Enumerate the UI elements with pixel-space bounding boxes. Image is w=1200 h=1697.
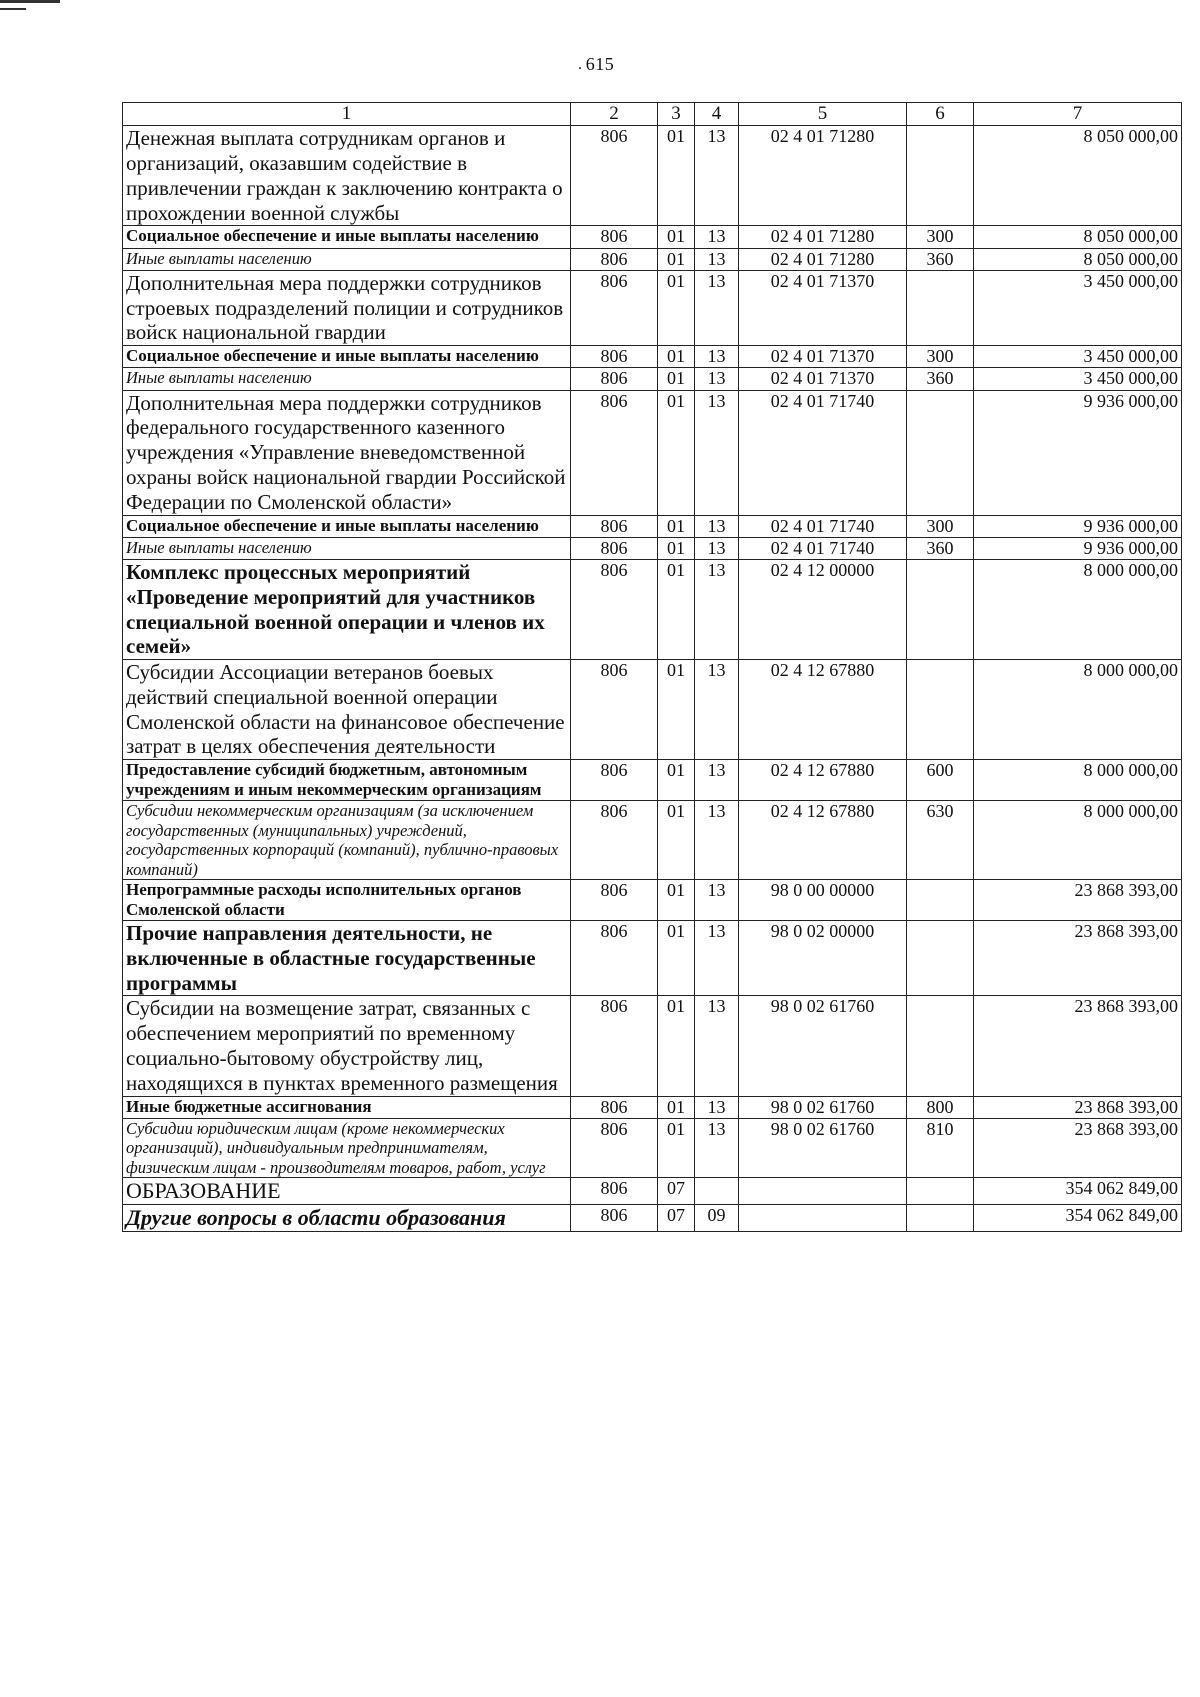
amount-value: 9 936 000,00 xyxy=(974,537,1182,559)
section-code: 01 xyxy=(658,126,695,226)
table-row xyxy=(123,560,1182,660)
target-article-code: 98 0 02 61760 xyxy=(739,996,907,1096)
expense-type-code xyxy=(907,660,974,760)
subsection-code: 13 xyxy=(695,880,739,921)
amount-value: 354 062 849,00 xyxy=(974,1205,1182,1232)
column-header: 1 xyxy=(123,103,571,126)
row-name: Субсидии некоммерческим организациям (за исключением государственных (муниципальных) учреждений, государственных корпораций (компаний), публично-правовых компаний) xyxy=(123,801,571,880)
expense-type-code xyxy=(907,560,974,660)
expense-type-code: 800 xyxy=(907,1096,974,1118)
expense-type-code: 630 xyxy=(907,801,974,880)
section-code: 01 xyxy=(658,390,695,515)
target-article-code: 02 4 01 71740 xyxy=(739,390,907,515)
ministry-code: 806 xyxy=(571,346,658,368)
subsection-code: 13 xyxy=(695,390,739,515)
table-row xyxy=(123,921,1182,996)
expense-type-code xyxy=(907,996,974,1096)
table-row xyxy=(123,1205,1182,1232)
table-row xyxy=(123,801,1182,880)
section-code: 01 xyxy=(658,921,695,996)
subsection-code: 13 xyxy=(695,1096,739,1118)
subsection-code: 13 xyxy=(695,1118,739,1177)
section-code: 01 xyxy=(658,1118,695,1177)
ministry-code: 806 xyxy=(571,226,658,248)
ministry-code: 806 xyxy=(571,880,658,921)
ministry-code: 806 xyxy=(571,537,658,559)
column-header: 5 xyxy=(739,103,907,126)
target-article-code: 02 4 01 71280 xyxy=(739,248,907,270)
section-code: 01 xyxy=(658,996,695,1096)
table-row xyxy=(123,880,1182,921)
table-body xyxy=(123,126,1182,1232)
column-header: 2 xyxy=(571,103,658,126)
row-name: Субсидии Ассоциации ветеранов боевых действий специальной военной операции Смоленской области на финансовое обеспечение затрат в целях обеспечения деятельности xyxy=(123,660,571,760)
row-name: Социальное обеспечение и иные выплаты населению xyxy=(123,226,571,248)
row-name: Социальное обеспечение и иные выплаты населению xyxy=(123,346,571,368)
row-name: Дополнительная мера поддержки сотрудников строевых подразделений полиции и сотрудников войск национальной гвардии xyxy=(123,270,571,345)
subsection-code: 13 xyxy=(695,996,739,1096)
target-article-code: 02 4 01 71370 xyxy=(739,270,907,345)
table-row xyxy=(123,226,1182,248)
section-code: 01 xyxy=(658,368,695,390)
section-code: 01 xyxy=(658,226,695,248)
ministry-code: 806 xyxy=(571,996,658,1096)
target-article-code: 98 0 02 61760 xyxy=(739,1118,907,1177)
target-article-code: 02 4 12 67880 xyxy=(739,801,907,880)
subsection-code: 13 xyxy=(695,560,739,660)
column-header: 6 xyxy=(907,103,974,126)
subsection-code: 13 xyxy=(695,801,739,880)
page-number-text: 615 xyxy=(585,54,615,74)
subsection-code: 13 xyxy=(695,270,739,345)
expense-type-code xyxy=(907,880,974,921)
expense-type-code: 810 xyxy=(907,1118,974,1177)
subsection-code: 13 xyxy=(695,368,739,390)
ministry-code: 806 xyxy=(571,760,658,801)
amount-value: 8 000 000,00 xyxy=(974,660,1182,760)
amount-value: 3 450 000,00 xyxy=(974,368,1182,390)
target-article-code: 98 0 02 00000 xyxy=(739,921,907,996)
row-name: Предоставление субсидий бюджетным, автономным учреждениям и иным некоммерческим организациям xyxy=(123,760,571,801)
amount-value: 9 936 000,00 xyxy=(974,515,1182,537)
table-row xyxy=(123,537,1182,559)
ministry-code: 806 xyxy=(571,368,658,390)
target-article-code: 02 4 12 67880 xyxy=(739,660,907,760)
table-row xyxy=(123,1118,1182,1177)
ministry-code: 806 xyxy=(571,801,658,880)
table-row xyxy=(123,760,1182,801)
expense-type-code xyxy=(907,921,974,996)
subsection-code: 13 xyxy=(695,537,739,559)
column-header: 4 xyxy=(695,103,739,126)
section-code: 01 xyxy=(658,760,695,801)
target-article-code: 02 4 01 71280 xyxy=(739,226,907,248)
target-article-code: 02 4 12 67880 xyxy=(739,760,907,801)
table-row xyxy=(123,996,1182,1096)
amount-value: 8 050 000,00 xyxy=(974,126,1182,226)
expense-type-code xyxy=(907,1178,974,1205)
amount-value: 8 000 000,00 xyxy=(974,560,1182,660)
row-name: ОБРАЗОВАНИЕ xyxy=(123,1178,571,1205)
expense-type-code xyxy=(907,126,974,226)
ministry-code: 806 xyxy=(571,660,658,760)
section-code: 01 xyxy=(658,515,695,537)
ministry-code: 806 xyxy=(571,126,658,226)
table-row xyxy=(123,1096,1182,1118)
subsection-code: 13 xyxy=(695,515,739,537)
section-code: 01 xyxy=(658,1096,695,1118)
ministry-code: 806 xyxy=(571,248,658,270)
target-article-code: 02 4 01 71280 xyxy=(739,126,907,226)
row-name: Другие вопросы в области образования xyxy=(123,1205,571,1232)
row-name: Субсидии на возмещение затрат, связанных с обеспечением мероприятий по временному социально-бытовому обустройству лиц, находящихся в пунктах временного размещения xyxy=(123,996,571,1096)
target-article-code: 02 4 01 71740 xyxy=(739,515,907,537)
subsection-code: 13 xyxy=(695,248,739,270)
section-code: 07 xyxy=(658,1205,695,1232)
row-name: Комплекс процессных мероприятий «Проведение мероприятий для участников специальной военной операции и членов их семей» xyxy=(123,560,571,660)
section-code: 01 xyxy=(658,537,695,559)
amount-value: 23 868 393,00 xyxy=(974,1096,1182,1118)
ministry-code: 806 xyxy=(571,270,658,345)
amount-value: 8 000 000,00 xyxy=(974,801,1182,880)
ministry-code: 806 xyxy=(571,1096,658,1118)
table-row xyxy=(123,515,1182,537)
amount-value: 23 868 393,00 xyxy=(974,996,1182,1096)
amount-value: 8 050 000,00 xyxy=(974,226,1182,248)
row-name: Дополнительная мера поддержки сотрудников федерального государственного казенного учреждения «Управление вневедомственной охраны войск национальной гвардии Российской Федерации по Смоленской области» xyxy=(123,390,571,515)
target-article-code: 02 4 01 71370 xyxy=(739,346,907,368)
target-article-code: 02 4 01 71740 xyxy=(739,537,907,559)
table-row xyxy=(123,270,1182,345)
amount-value: 8 000 000,00 xyxy=(974,760,1182,801)
section-code: 01 xyxy=(658,560,695,660)
target-article-code: 02 4 12 00000 xyxy=(739,560,907,660)
row-name: Непрограммные расходы исполнительных органов Смоленской области xyxy=(123,880,571,921)
row-name: Иные выплаты населению xyxy=(123,248,571,270)
section-code: 01 xyxy=(658,880,695,921)
ministry-code: 806 xyxy=(571,390,658,515)
ministry-code: 806 xyxy=(571,1178,658,1205)
expense-type-code: 360 xyxy=(907,537,974,559)
scan-dot: . xyxy=(578,56,583,73)
column-header: 7 xyxy=(974,103,1182,126)
subsection-code: 13 xyxy=(695,921,739,996)
expense-type-code: 300 xyxy=(907,346,974,368)
table-header-row xyxy=(123,103,1182,126)
expense-type-code: 600 xyxy=(907,760,974,801)
target-article-code: 98 0 00 00000 xyxy=(739,880,907,921)
target-article-code xyxy=(739,1205,907,1232)
expense-type-code: 300 xyxy=(907,226,974,248)
row-name: Денежная выплата сотрудникам органов и организаций, оказавшим содействие в привлечении граждан к заключению контракта о прохождении военной службы xyxy=(123,126,571,226)
page-number xyxy=(0,54,1200,75)
row-name: Иные выплаты населению xyxy=(123,368,571,390)
expense-type-code: 300 xyxy=(907,515,974,537)
ministry-code: 806 xyxy=(571,515,658,537)
expense-type-code xyxy=(907,390,974,515)
ministry-code: 806 xyxy=(571,921,658,996)
amount-value: 354 062 849,00 xyxy=(974,1178,1182,1205)
row-name: Иные выплаты населению xyxy=(123,537,571,559)
row-name: Прочие направления деятельности, не включенные в областные государственные программы xyxy=(123,921,571,996)
ministry-code: 806 xyxy=(571,1118,658,1177)
row-name: Субсидии юридическим лицам (кроме некоммерческих организаций), индивидуальным предпринимателям, физическим лицам - производителям товаров, работ, услуг xyxy=(123,1118,571,1177)
target-article-code xyxy=(739,1178,907,1205)
section-code: 01 xyxy=(658,346,695,368)
table-row xyxy=(123,660,1182,760)
table-row xyxy=(123,126,1182,226)
amount-value: 23 868 393,00 xyxy=(974,1118,1182,1177)
table-row xyxy=(123,1178,1182,1205)
table-row xyxy=(123,248,1182,270)
amount-value: 8 050 000,00 xyxy=(974,248,1182,270)
subsection-code: 13 xyxy=(695,660,739,760)
column-header: 3 xyxy=(658,103,695,126)
expense-type-code xyxy=(907,1205,974,1232)
table-row xyxy=(123,390,1182,515)
section-code: 01 xyxy=(658,270,695,345)
section-code: 07 xyxy=(658,1178,695,1205)
row-name: Социальное обеспечение и иные выплаты населению xyxy=(123,515,571,537)
section-code: 01 xyxy=(658,660,695,760)
budget-table xyxy=(122,102,1182,1232)
table-row xyxy=(123,368,1182,390)
amount-value: 23 868 393,00 xyxy=(974,921,1182,996)
expense-type-code: 360 xyxy=(907,368,974,390)
subsection-code: 13 xyxy=(695,226,739,248)
target-article-code: 98 0 02 61760 xyxy=(739,1096,907,1118)
scan-artifact xyxy=(0,0,60,3)
amount-value: 23 868 393,00 xyxy=(974,880,1182,921)
subsection-code: 13 xyxy=(695,346,739,368)
row-name: Иные бюджетные ассигнования xyxy=(123,1096,571,1118)
target-article-code: 02 4 01 71370 xyxy=(739,368,907,390)
scan-artifact xyxy=(0,8,26,10)
ministry-code: 806 xyxy=(571,1205,658,1232)
expense-type-code xyxy=(907,270,974,345)
amount-value: 3 450 000,00 xyxy=(974,346,1182,368)
amount-value: 3 450 000,00 xyxy=(974,270,1182,345)
subsection-code xyxy=(695,1178,739,1205)
amount-value: 9 936 000,00 xyxy=(974,390,1182,515)
subsection-code: 09 xyxy=(695,1205,739,1232)
section-code: 01 xyxy=(658,801,695,880)
subsection-code: 13 xyxy=(695,760,739,801)
ministry-code: 806 xyxy=(571,560,658,660)
subsection-code: 13 xyxy=(695,126,739,226)
expense-type-code: 360 xyxy=(907,248,974,270)
table-row xyxy=(123,346,1182,368)
section-code: 01 xyxy=(658,248,695,270)
